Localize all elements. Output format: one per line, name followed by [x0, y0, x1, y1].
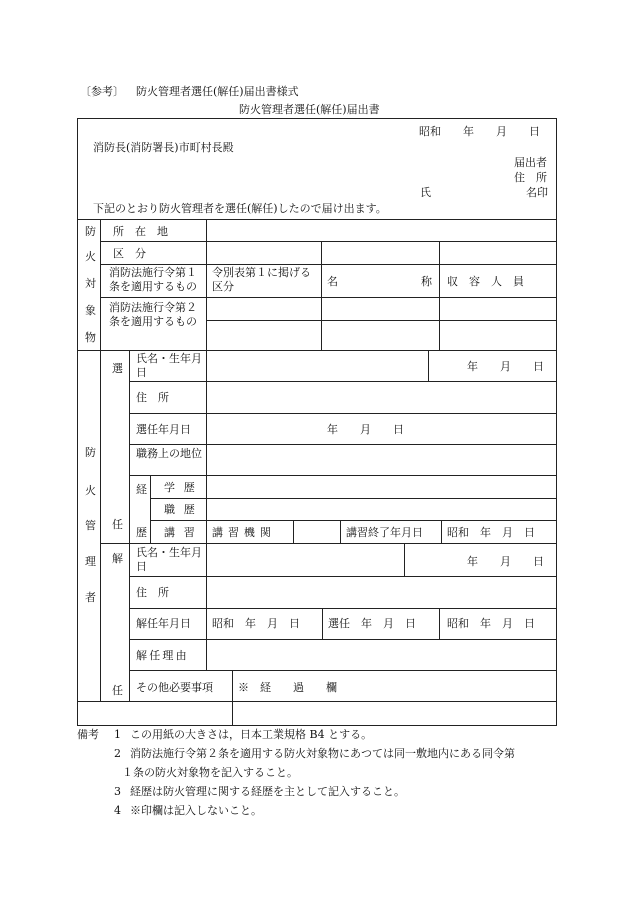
- art1-label: 消防法施行令第１条を適用するもの: [109, 266, 197, 293]
- art1-table-label: 令別表第１に掲げる区分: [212, 266, 311, 293]
- object-side-1: 防: [85, 225, 96, 238]
- other-label: その他必要事項: [136, 681, 213, 694]
- address-label: 住 所: [514, 171, 547, 184]
- appoint-bottom: 任: [112, 518, 123, 531]
- career-label-2: 歴: [136, 526, 147, 539]
- name-seal: 名印: [526, 186, 548, 199]
- remark-4-text: ※印欄は記入しないこと。: [130, 804, 262, 817]
- dismiss-end-date: 昭和 年 月 日: [447, 617, 535, 630]
- dismiss-name-birth-label: 氏名・生年月日: [136, 546, 202, 573]
- training-label: 講習: [164, 526, 204, 539]
- manager-side-2: 火: [85, 484, 96, 497]
- birth-date-value: 年 月 日: [467, 360, 544, 373]
- object-side-5: 物: [85, 331, 96, 344]
- work-label: 職歴: [164, 503, 204, 516]
- career-label-1: 経: [136, 483, 147, 496]
- education-label: 学歴: [164, 481, 204, 494]
- statement: 下記のとおり防火管理者を選任(解任)したので届け出ます。: [93, 202, 387, 215]
- form-name: 防火管理者選任(解任)届出書様式: [136, 85, 299, 98]
- remark-3-text: 経歴は防火管理に関する経歴を主として記入すること。: [130, 785, 405, 798]
- appoint-date-label: 選任年月日: [136, 423, 191, 436]
- remark-1-text: この用紙の大きさは，日本工業規格 B4 とする。: [130, 728, 373, 741]
- dismiss-reason-label: 解任理由: [136, 649, 189, 662]
- page-title: 防火管理者選任(解任)届出書: [239, 103, 380, 116]
- dismiss-date-label: 解任年月日: [136, 617, 191, 630]
- name-label-right: 称: [421, 275, 432, 288]
- appoint-top: 選: [112, 362, 123, 375]
- name-label-left: 名: [327, 275, 338, 288]
- dismiss-appoint-date: 選任 年 月 日: [328, 617, 416, 630]
- remark-4-num: 4: [114, 804, 121, 817]
- remarks-label: 備考: [77, 728, 99, 741]
- reference-label: 〔参考〕: [80, 85, 124, 98]
- manager-side-1: 防: [85, 446, 96, 459]
- object-side-3: 対: [85, 277, 96, 290]
- position-label: 職務上の地位: [136, 447, 202, 460]
- dismiss-showa-date: 昭和 年 月 日: [212, 617, 300, 630]
- capacity-label: 収 容 人 員: [447, 275, 524, 288]
- appoint-date-value: 年 月 日: [327, 423, 404, 436]
- object-side-2: 火: [85, 250, 96, 263]
- date-label: 昭和 年 月 日: [419, 125, 540, 138]
- training-date-value: 昭和 年 月 日: [447, 526, 535, 539]
- manager-side-3: 管: [85, 519, 96, 532]
- training-done-label: 講習終了年月日: [346, 526, 423, 539]
- note-column-label: ※ 経 過 欄: [238, 681, 337, 694]
- manager-side-5: 者: [85, 591, 96, 604]
- training-org-label: 講習機関: [212, 526, 276, 539]
- addressee: 消防長(消防署長)市町村長殿: [93, 141, 234, 154]
- dismiss-top: 解: [112, 552, 123, 565]
- manager-side-4: 理: [85, 555, 96, 568]
- name-birth-label: 氏名・生年月日: [136, 352, 202, 379]
- remark-3-num: 3: [114, 785, 121, 798]
- name-prefix: 氏: [420, 186, 431, 199]
- remark-2-text: 消防法施行令第２条を適用する防火対象物にあつては同一敷地内にある同令第: [130, 747, 515, 760]
- remark-2-num: 2: [114, 747, 121, 760]
- address-row-label: 住 所: [136, 391, 169, 404]
- remark-1-num: 1: [114, 728, 121, 741]
- dismiss-bottom: 任: [112, 684, 123, 697]
- object-side-4: 象: [85, 304, 96, 317]
- dismiss-birth-date-value: 年 月 日: [467, 555, 544, 568]
- submitter-label: 届出者: [514, 156, 547, 169]
- location-label: 所 在 地: [113, 225, 168, 238]
- category-label: 区 分: [113, 247, 146, 260]
- art2-label: 消防法施行令第２条を適用するもの: [109, 301, 197, 328]
- remark-2-cont: １条の防火対象物を記入すること。: [122, 766, 298, 779]
- dismiss-address-label: 住 所: [136, 586, 169, 599]
